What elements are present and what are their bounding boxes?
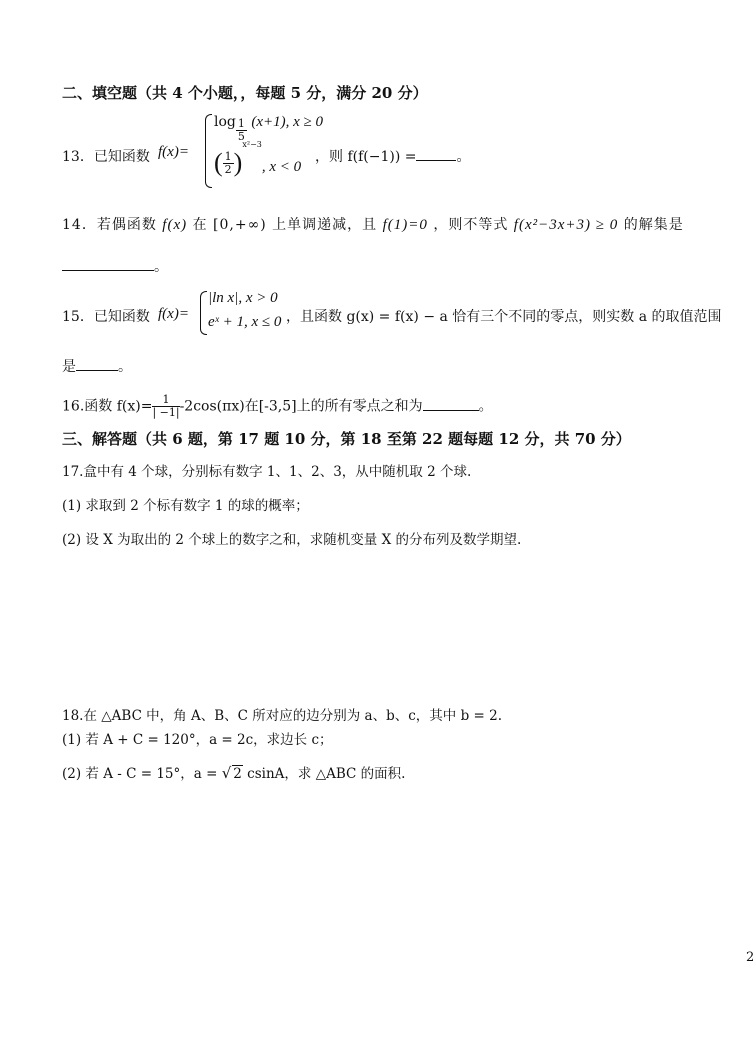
q14-cond: f(1)=0 [382, 217, 428, 233]
q14-interval: [0,+∞) [213, 217, 267, 233]
q13-case1 [214, 114, 323, 143]
q16-suffix: -2cos(πx)在[-3,5]上的所有零点之和为 [179, 398, 423, 415]
q13-case1-log: log [214, 114, 236, 130]
q14-answer-blank[interactable] [62, 258, 154, 271]
q17-stem: 17.盒中有 4 个球，分别标有数字 1、1、2、3，从中随机取 2 个球. [62, 464, 472, 480]
q14-text-b: 在 [192, 217, 208, 233]
q15-end: 。 [118, 359, 132, 375]
q15-case1-text: |ln x|, x > 0 [208, 290, 278, 306]
q13-lparen: ( [214, 148, 223, 177]
q13-rparen: ) [233, 148, 243, 177]
q13-tail-text: ，则 f(f(−1)) = [315, 149, 417, 165]
q18-part2 [62, 762, 405, 782]
page-number: 2 [746, 950, 754, 965]
q17-part1: (1) 求取到 2 个标有数字 1 的球的概率； [62, 498, 309, 514]
q13-tail [315, 146, 470, 166]
q15-label: 15．已知函数 [62, 309, 150, 325]
q15-case2 [208, 314, 281, 331]
q15-case1 [208, 290, 278, 307]
q16-prefix: 16.函数 f(x)= [62, 398, 153, 415]
q15-case2-text: eˣ + 1, x ≤ 0 [208, 314, 282, 330]
q13-case1-arg: (x+1), x ≥ 0 [251, 114, 323, 130]
q13-answer-blank[interactable] [416, 148, 456, 161]
q15-answer-blank[interactable] [76, 358, 118, 371]
q14-fx: f(x) [162, 217, 188, 233]
q14-text-e: 的解集是 [623, 217, 684, 233]
q13-case2-cond: , x < 0 [261, 159, 302, 175]
q16-frac-den: | −1| [152, 406, 180, 419]
q13-case2-exp: x²−3 [242, 140, 262, 150]
question-16 [62, 394, 493, 419]
q15-brace [200, 291, 207, 335]
q16-frac [152, 394, 179, 419]
q13-func [158, 144, 189, 161]
q15-line2 [62, 356, 132, 376]
q15-text: ，且函数 g(x) = f(x) − a 恰有三个不同的零点，则实数 a 的取值范围 [286, 309, 722, 325]
q14-ineq: f(x²−3x+3) ≥ 0 [513, 217, 619, 233]
q13-frac-num: 1 [224, 149, 232, 163]
q13-end: 。 [456, 149, 471, 165]
q15-func-text: f(x)= [158, 306, 189, 322]
q15-func [158, 306, 189, 323]
q14-text-d: ，则不等式 [433, 217, 509, 233]
q14-answer-line [62, 256, 168, 276]
q18-part2-b: csinA，求 △ABC 的面积. [242, 766, 406, 782]
q15-line2-text: 是 [62, 359, 76, 375]
sqrt-icon: √ [221, 764, 232, 782]
q13-label: 13．已知函数 [62, 149, 150, 165]
q16-frac-num: 1 [152, 394, 179, 407]
q18-sqrt-value: 2 [233, 766, 242, 782]
q13-brace [205, 114, 212, 188]
q16-answer-blank[interactable] [423, 398, 479, 411]
q18-part2-a: (2) 若 A - C = 15°，a = [62, 766, 222, 782]
q14-text-c: 上单调递减，且 [272, 217, 378, 233]
section-3-title: 三、解答题（共 6 题，第 17 题 10 分，第 18 至第 22 题每题 12 分，共 70 分） [62, 430, 631, 448]
q14-end: 。 [154, 259, 168, 275]
q13-case2-frac [223, 151, 234, 176]
q13-base-den: 5 [237, 130, 245, 143]
q17-part2: (2) 设 X 为取出的 2 个球上的数字之和，求随机变量 X 的分布列及数学期望. [62, 532, 522, 548]
q18-part1: (1) 若 A + C = 120°，a = 2c，求边长 c； [62, 732, 333, 748]
section-2-title: 二、填空题（共 4 个小题，，每题 5 分，满分 20 分） [62, 84, 428, 102]
q13-frac-den: 2 [224, 162, 232, 176]
q13-case2 [214, 140, 302, 178]
q13-func-text: f(x)= [158, 144, 189, 160]
q14-text-a: 14．若偶函数 [62, 217, 157, 233]
question-14 [62, 214, 684, 234]
q18-stem: 18.在 △ABC 中，角 A、B、C 所对应的边分别为 a、b、c，其中 b = 2. [62, 708, 503, 724]
q13-base-num: 1 [237, 117, 245, 130]
q16-end: 。 [478, 398, 493, 415]
